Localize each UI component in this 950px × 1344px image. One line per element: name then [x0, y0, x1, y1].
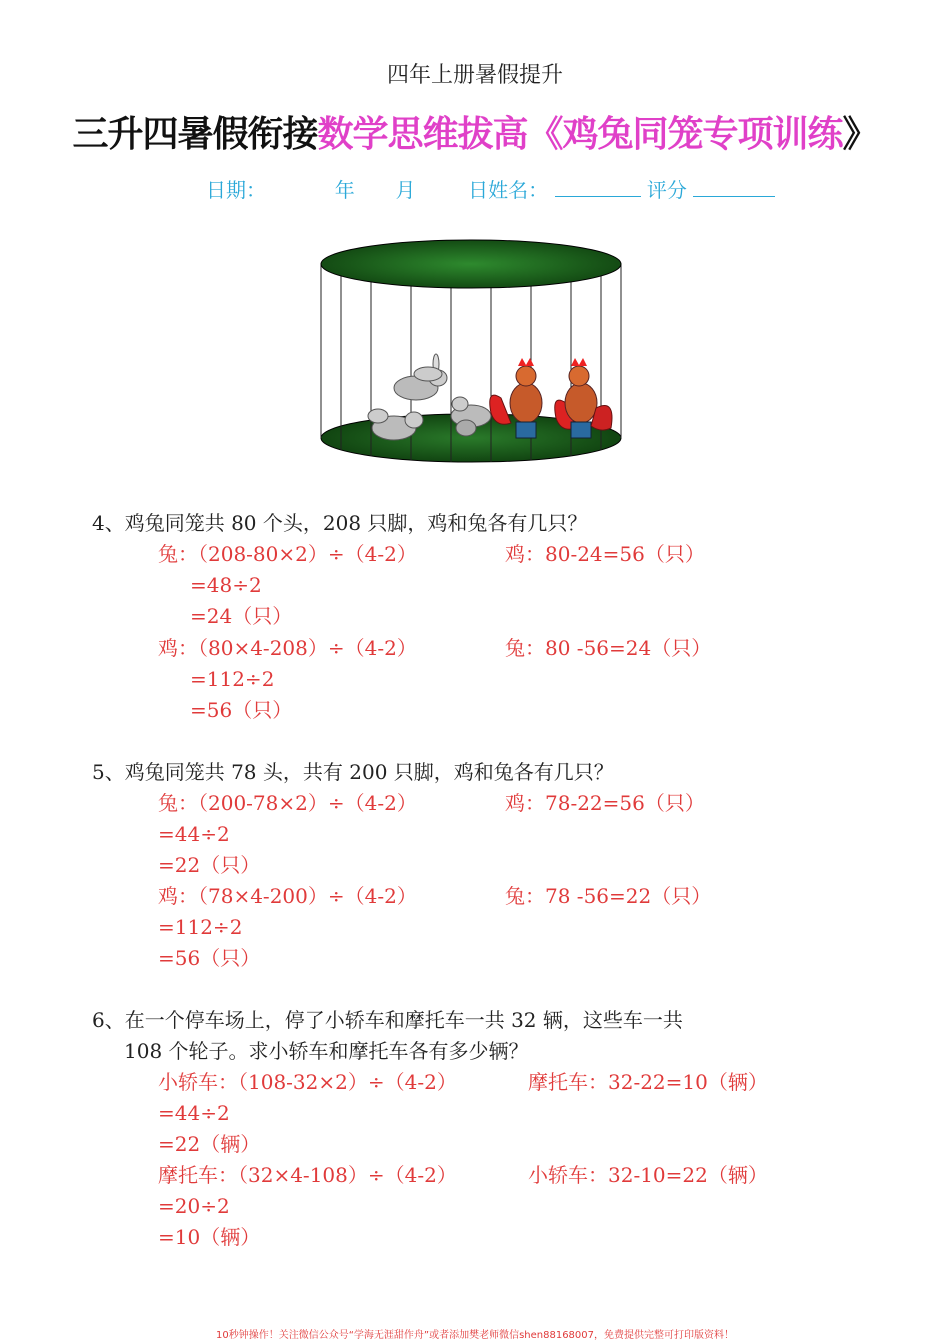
problem-4-line1-left: 兔：（208-80×2）÷（4-2）: [158, 542, 417, 566]
year-label: 年: [334, 178, 355, 202]
problem-6-line6: =10（辆）: [158, 1225, 261, 1249]
problem-5-line4-right: 兔：78 -56=22（只）: [505, 884, 712, 908]
score-label: 评分: [646, 178, 687, 202]
day-name-label: 日姓名：: [468, 178, 549, 202]
problem-4-line3: =24（只）: [190, 604, 293, 628]
problem-4-line1-right: 鸡：80-24=56（只）: [505, 542, 705, 566]
problem-5-line1-left: 兔：（200-78×2）÷（4-2）: [158, 791, 417, 815]
problem-5-line1-right: 鸡：78-22=56（只）: [505, 791, 705, 815]
problem-5-line5: =112÷2: [158, 915, 243, 939]
problem-6-line3: =22（辆）: [158, 1132, 261, 1156]
problem-4-line5: =112÷2: [190, 667, 275, 691]
problem-6-line1-left: 小轿车：（108-32×2）÷（4-2）: [158, 1070, 457, 1094]
date-label: 日期：: [206, 178, 266, 202]
cage-illustration: [316, 238, 626, 470]
problem-6-line5: =20÷2: [158, 1194, 230, 1218]
problem-6-line1-right: 摩托车：32-22=10（辆）: [528, 1070, 768, 1094]
problem-5-line4-left: 鸡：（78×4-200）÷（4-2）: [158, 884, 417, 908]
title-black-part: 三升四暑假衔接: [72, 114, 318, 155]
footer-note: 10秒钟操作！关注微信公众号“学海无涯甜作舟”或者添加樊老师微信shen88168007，免费提供完整可打印版资料！: [215, 1330, 735, 1341]
problem-5-line6: =56（只）: [158, 946, 261, 970]
problem-5-question: 5、鸡兔同笼共 78 头，共有 200 只脚，鸡和兔各有几只？: [92, 760, 614, 784]
problem-6-question: 6、在一个停车场上，停了小轿车和摩托车一共 32 辆，这些车一共: [92, 1008, 683, 1032]
problem-5-line2: =44÷2: [158, 822, 230, 846]
info-line: [206, 174, 775, 203]
problem-4-question: 4、鸡兔同笼共 80 个头，208 只脚，鸡和兔各有几只？: [92, 511, 588, 535]
problem-6-line2: =44÷2: [158, 1101, 230, 1125]
problem-4-line4-right: 兔：80 -56=24（只）: [505, 636, 712, 660]
title-pink-part: 数学思维拔高《鸡兔同笼专项训练: [317, 114, 843, 155]
problem-4-line4-left: 鸡：（80×4-208）÷（4-2）: [158, 636, 417, 660]
problem-4-line6: =56（只）: [190, 698, 293, 722]
title-end: 》: [842, 114, 878, 155]
problem-4-line2: =48÷2: [190, 573, 262, 597]
problem-5-line3: =22（只）: [158, 853, 261, 877]
page-subtitle: 四年上册暑假提升: [386, 63, 563, 88]
problem-6-question-line2: 108 个轮子。求小轿车和摩托车各有多少辆？: [124, 1039, 529, 1063]
problem-6-line4-right: 小轿车：32-10=22（辆）: [528, 1163, 768, 1187]
page-title: [0, 106, 950, 157]
score-blank[interactable]: [693, 178, 775, 197]
month-label: 月: [395, 178, 416, 202]
cage-roof: [321, 240, 621, 288]
problem-6-line4-left: 摩托车：（32×4-108）÷（4-2）: [158, 1163, 457, 1187]
name-blank[interactable]: [555, 178, 641, 197]
